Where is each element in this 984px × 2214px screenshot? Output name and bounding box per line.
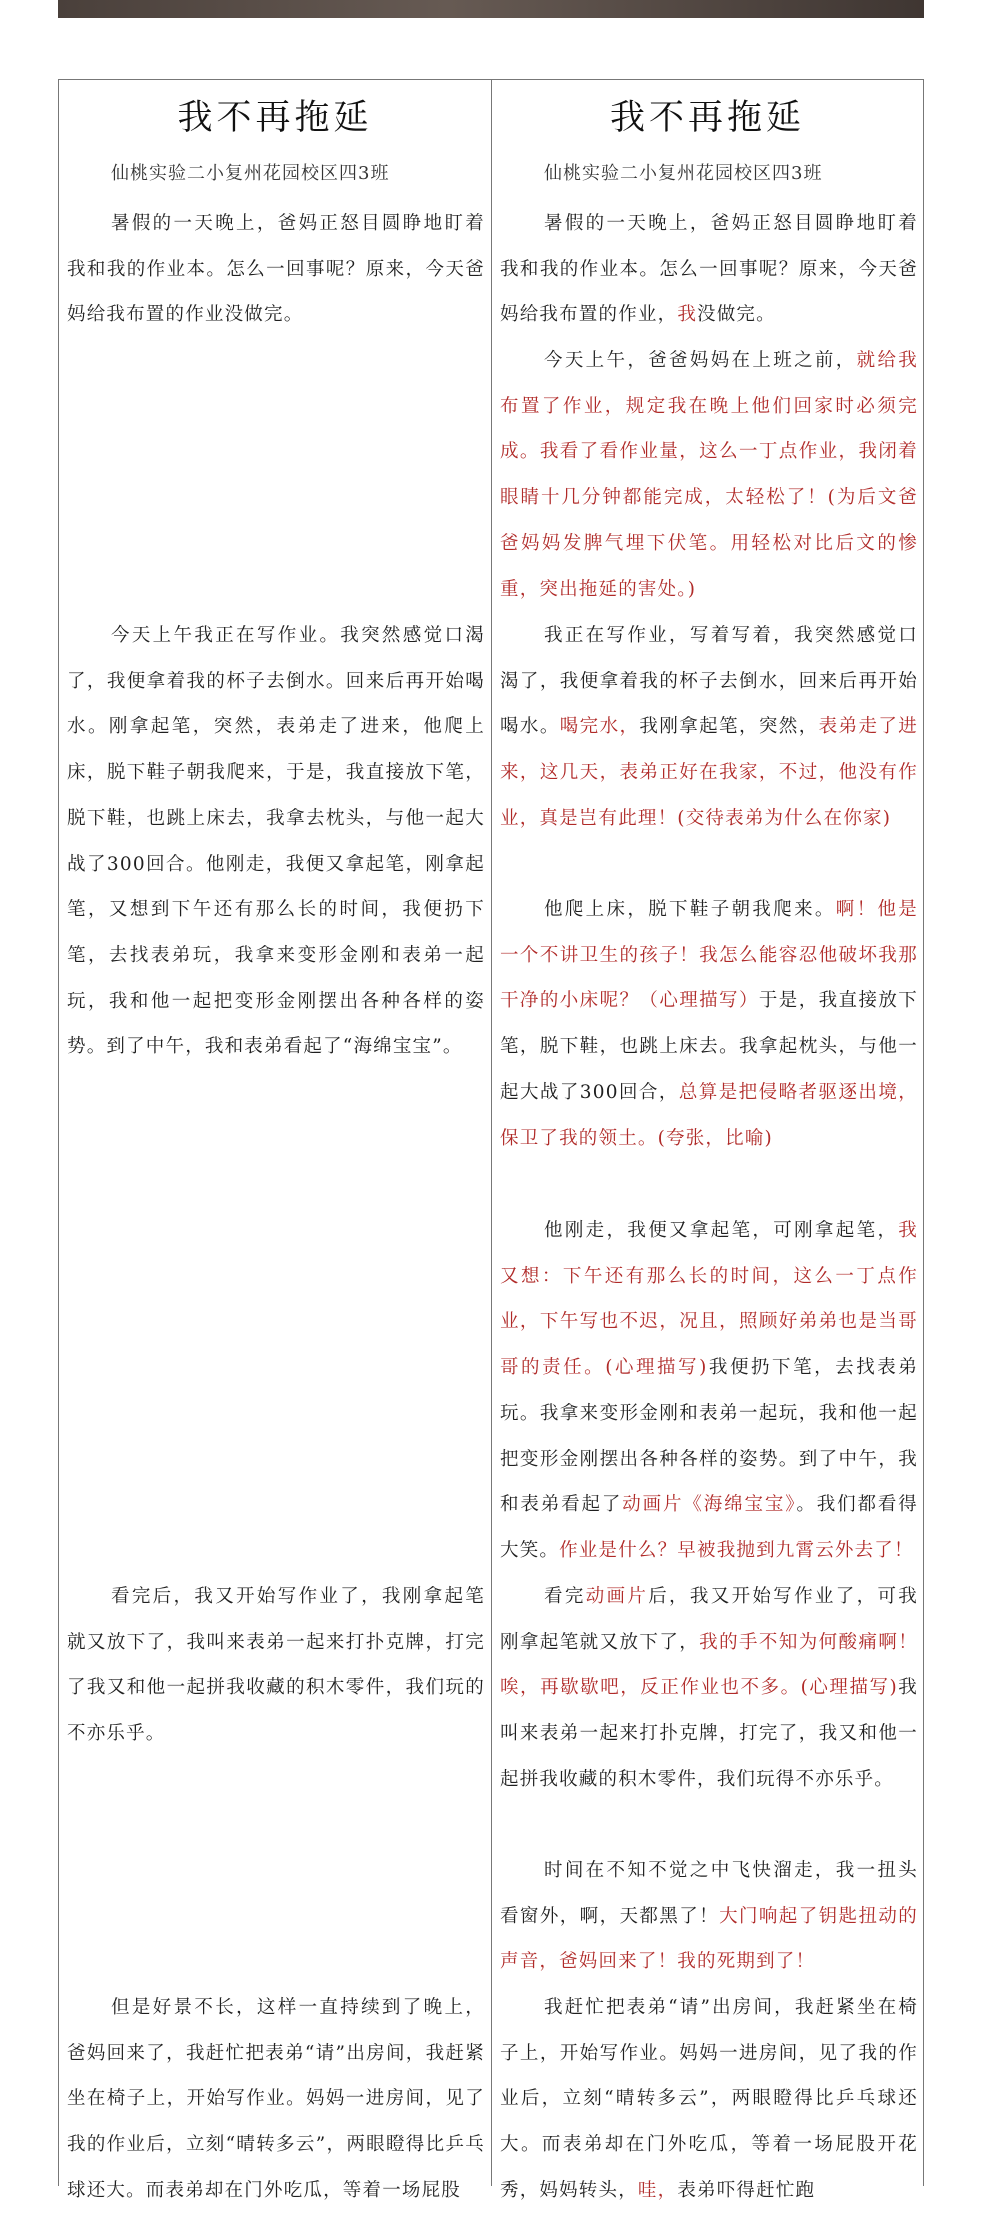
revision-highlight: 作业是什么？早被我抛到九霄云外去了！ [559,1539,914,1561]
text: 今天上午，爸爸妈妈在上班之前， [544,350,857,371]
column-divider [491,80,492,2186]
paragraph-4: 但是好景不长，这样一直持续到了晚上，爸妈回来了，我赶忙把表弟“请”出房间，我赶紧坐在椅子上，开始写作业。妈妈一进房间，见了我的作业后，立刻“晴转多云”，两眼瞪得比乒乓球还大。而表弟却在门外吃瓜，等着一场屁股 [67,1997,485,2201]
revision-highlight: 表弟走了进来，这几天，表弟正好在我家，不过，他没有作业，真是岂有此理！(交待表弟为什么在你家) [500,716,918,829]
essay-title: 我不再拖延 [609,98,805,138]
text: 表弟吓得赶忙跑 [677,2179,816,2201]
revision-highlight: 哇， [637,2179,678,2201]
paragraph-2: 今天上午我正在写作业。我突然感觉口渴了，我便拿着我的杯子去倒水。回来后再开始喝水。刚拿起笔，突然，表弟走了进来，他爬上床，脱下鞋子朝我爬来，于是，我直接放下笔，脱下鞋，也跳上床去，我拿去枕头，与他一起大战了300回合。他刚走，我便又拿起笔，刚拿起笔，又想到下午还有那么长的时间，我便扔下笔，去找表弟玩，我拿来变形金刚和表弟一起玩，我和他一起把变形金刚摆出各种各样的姿势。到了中午，我和表弟看起了“海绵宝宝”。 [67,625,485,1058]
text: 时间在不知不觉之中飞快溜走，我一扭头看窗外，啊，天都黑了！ [500,1860,918,1927]
top-photo-strip [58,0,924,18]
text: 没做完。 [697,304,776,326]
paragraph-1: 暑假的一天晚上，爸妈正怒目圆睁地盯着我和我的作业本。怎么一回事呢？原来，今天爸妈给我布置的作业没做完。 [67,213,485,326]
revision-highlight: 大门响起了钥匙扭动的声音，爸妈回来了！我的死期到了！ [500,1905,918,1973]
revision-highlight: 啊！他是一个不讲卫生的孩子！我怎么能容忍他破坏我那干净的小床呢？（心理描写） [500,899,918,1012]
essay-title: 我不再拖延 [177,98,373,138]
revised-paragraph-1 [500,201,918,338]
revised-paragraph-6 [500,1574,918,1803]
paragraph-3: 看完后，我又开始写作业了，我刚拿起笔就又放下了，我叫来表弟一起来打扑克牌，打完了我又和他一起拼我收藏的积木零件，我们玩的不亦乐乎。 [67,1586,485,1745]
revision-highlight: 动画片 [585,1586,649,1607]
text: 于是，我直接放下笔，脱下鞋，也跳上床去。我拿起枕头，与他一起大战了300回合， [500,990,918,1103]
revision-highlight: 就给我布置了作业，规定我在晚上他们回家时必须完成。我看了看作业量，这么一丁点作业，我闭着眼睛十几分钟都能完成，太轻松了！(为后文爸爸妈妈发脾气埋下伏笔。用轻松对比后文的惨重，突出拖延的害处。) [500,350,918,600]
text: 他刚走，我便又拿起笔，可刚拿起笔， [544,1220,899,1241]
revised-paragraph-3 [500,613,918,842]
text: 我便扔下笔，去找表弟玩。我拿来变形金刚和表弟一起玩，我和他一起把变形金刚摆出各种各样的姿势。到了中午，我和表弟看起了 [500,1357,918,1516]
revision-highlight: 我又想：下午还有那么长的时间，这么一丁点作业，下午写也不迟，况且，照顾好弟弟也是当哥哥的责任。(心理描写) [500,1220,918,1379]
revised-paragraph-4 [500,887,918,1161]
text: 他爬上床，脱下鞋子朝我爬来。 [544,899,836,920]
revision-highlight: 动画片《海绵宝宝》 [622,1494,797,1516]
text: 后，我又开始写作业了，可我刚拿起笔就又放下了， [500,1586,918,1653]
text: 我正在写作业，写着写着，我突然感觉口渴了，我便拿着我的杯子去倒水，回来后再开始喝水。 [500,625,918,738]
revised-paragraph-5 [500,1208,918,1574]
revision-highlight: 喝完水， [559,716,640,738]
revision-highlight: 总算是把侵略者驱逐出境，保卫了我的领土。(夸张，比喻) [500,1081,918,1149]
text: 我赶忙把表弟“请”出房间，我赶紧坐在椅子上，开始写作业。妈妈一进房间，见了我的作业后，立刻“晴转多云”，两眼瞪得比乒乓球还大。而表弟却在门外吃瓜，等着一场屁股开花秀，妈妈转头， [500,1997,918,2201]
author-school: 仙桃实验二小复州花园校区四3班 [111,163,390,184]
text: 暑假的一天晚上，爸妈正怒目圆睁地盯着我和我的作业本。怎么一回事呢？原来，今天爸妈给我布置的作业， [500,213,918,326]
author-school: 仙桃实验二小复州花园校区四3班 [544,163,823,184]
comparison-table [58,79,924,2201]
text: 。我们都看得大笑。 [500,1494,918,1561]
revision-highlight: 我的手不知为何酸痛啊！唉，再歇歇吧，反正作业也不多。(心理描写) [500,1631,918,1699]
revised-paragraph-8 [500,1985,918,2214]
revised-paragraph-2 [500,338,918,612]
revised-paragraph-7 [500,1848,918,1985]
text: 我叫来表弟一起来打扑克牌，打完了，我又和他一起拼我收藏的积木零件，我们玩得不亦乐乎。 [500,1677,918,1790]
text: 看完 [544,1586,586,1607]
text: 我刚拿起笔，突然， [639,716,819,738]
revision-highlight: 我 [677,304,698,326]
